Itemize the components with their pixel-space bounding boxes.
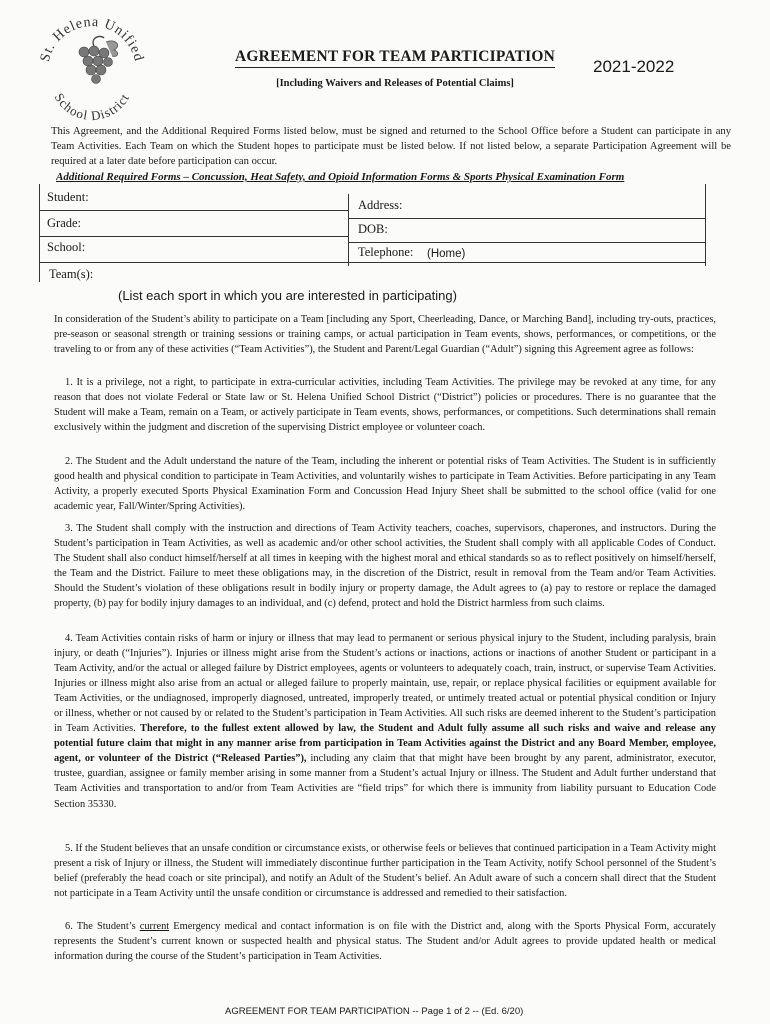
- clause-6-text: Emergency medical and contact information is on file with the District and, along with the Sports Physical Form, accurately represents the Student’s current known or suspected health and physical status. The Student and/or Adult agrees to provide updated health or medical information during the course of the Student’s participation in Team Activities.: [54, 921, 717, 963]
- clause-1: [54, 375, 716, 435]
- teams-instruction: (List each sport in which you are interested in participating): [118, 288, 457, 303]
- clause-6: [54, 919, 716, 964]
- district-seal-logo: [28, 8, 156, 128]
- consideration-paragraph: [54, 312, 716, 357]
- clause-5: [54, 841, 716, 901]
- telephone-field[interactable]: Telephone:: [358, 245, 414, 259]
- consideration-text: In consideration of the Student’s ability to participate on a Team [including any Sport, Cheerleading, Dance, or Marching Band], including try-outs, practices, pre-season or seasonal strength or training sessions or training camps, or actual participation in Team events, shows, performances, or competitions, or the traveling to or from any of these activities (“Team Activities”), the Student and Parent/Legal Guardian (“Adult”) signing this Agreement agree as follows:: [54, 314, 716, 356]
- clause-2: [54, 454, 716, 514]
- clause-3-text: 3. The Student shall comply with the instruction and directions of Team Activity teachers, coaches, supervisors, chaperones, and instructors. During the Student’s participation in Team Activities, as well as academic and/or other school activities, the Student shall comply with all applicable Codes of Conduct. The Student shall also conduct himself/herself at all times in keeping with the highest moral and ethical standards so as to reflect positively on himself/herself, the Team and the District. Failure to meet these obligations may, in the discretion of the District, result in removal from the Team and/or Team Activities. Should the Student’s violation of these obligations result in bodily injury or property damage, the Adult agrees to (a) pay to restore or replace the damaged property, (b) pay for bodily injury damages to an individual, and (c) defend, protect and hold the District harmless from such claims.: [54, 523, 716, 610]
- intro-paragraph: This Agreement, and the Additional Required Forms listed below, must be signed and returned to the School Office before a Student can participate in any Team Activities. Each Team on which the Student hopes to participate must be listed below. If not listed below, a separate Participation Agreement will be required at a later date before participation can occur.: [51, 126, 731, 167]
- student-info-form: [39, 184, 706, 284]
- dob-field[interactable]: DOB:: [358, 222, 388, 236]
- clause-4-risks-text: 4. Team Activities contain risks of harm or injury or illness that may lead to permanent or serious physical injury to the Student, including paralysis, brain injury, or death (“Injuries”). Injuries or illness might arise from the Student’s actions or inactions, actions or inactions of another Student or participant in a Team Activity, and/or the actual or alleged failure by District employees, agents or volunteers to adequately coach, train, instruct, or supervise Team Activities. Injuries or illness might also arise from an actual or alleged failure to properly maintain, use, repair, or replace physical facilities or equipment available for Team Activities, or the undiagnosed, improperly diagnosed, untreated, improperly treated, or untimely treated actual or potential physical condition or Injury or illness, whether or not caused by or related to the Student’s participation in Team Activities. All such risks are deemed inherent to the Student’s participation in Team Activities.: [54, 633, 716, 735]
- title-block: [215, 48, 575, 89]
- home-phone-label: (Home): [427, 248, 466, 260]
- clause-2-text: 2. The Student and the Adult understand the nature of the Team, including the inherent or potential risks of Team Activities. The Student is in sufficiently good health and physical condition to participate in Team Activities, and voluntarily wishes to participate in Team Activities. Before participating in any Team Activity, a properly executed Sports Physical Examination Form and Concussion Head Injury Sheet shall be submitted to the school office (valid for one academic year, Fall/Winter/Spring Activities).: [54, 456, 716, 513]
- address-field[interactable]: Address:: [358, 198, 403, 212]
- svg-text:School District: School District: [51, 90, 133, 124]
- clause-3: [54, 521, 716, 611]
- school-year: 2021-2022: [593, 57, 675, 76]
- clause-4-waiver-text: Therefore, to the fullest extent allowed by law, the Student and Adult fully assume all such risks and waive and release any potential future claim that might in any manner arise from participation in Team Activities against the District and any Board Member, employee, agent, or volunteer of the District (“Released Parties”),: [54, 723, 716, 765]
- page-title: AGREEMENT FOR TEAM PARTICIPATION: [235, 48, 555, 68]
- page-footer: AGREEMENT FOR TEAM PARTICIPATION -- Page 1 of 2 -- (Ed. 6/20): [225, 1006, 524, 1017]
- svg-text:St. Helena Unified: St. Helena Unified: [37, 14, 147, 64]
- clause-6-current: current: [139, 921, 170, 932]
- clause-6-lead: 6. The Student’s: [65, 921, 136, 932]
- school-field[interactable]: School:: [47, 240, 86, 254]
- clause-5-text: 5. If the Student believes that an unsafe condition or circumstance exists, or otherwise feels or believes that continued participation in a Team Activity might present a risk of Injury or illness, the Student will immediately discontinue further participation in the Team Activity, notify School personnel of the Student’s belief (preferably the head coach or site principal), and notify an Adult of the Student’s belief. An Adult aware of such a concern shall direct that the Student not participate in a Team Activity until the unsafe condition or circumstance is addressed and remedied to their satisfaction.: [54, 843, 716, 900]
- clause-4: [54, 631, 716, 812]
- required-forms-heading: Additional Required Forms – Concussion, Heat Safety, and Opioid Information Forms & Sports Physical Examination Form: [56, 171, 625, 183]
- teams-field[interactable]: Team(s):: [49, 267, 94, 281]
- page-subtitle: [Including Waivers and Releases of Potential Claims]: [276, 78, 514, 89]
- grade-field[interactable]: Grade:: [47, 216, 82, 230]
- clause-1-text: 1. It is a privilege, not a right, to participate in extra-curricular activities, including Team Activities. The privilege may be revoked at any time, for any reason that does not violate Federal or State law or St. Helena Unified School District (“District”) policies or procedures. There is no guarantee that the Student will make a Team, remain on a Team, or actively participate in Team events, shows, performances, or competitions. Such determinations shall remain exclusively within the judgment and discretion of the supervising District employee or volunteer coach.: [54, 377, 716, 434]
- clause-4-released-text: including any claim that that might have been brought by any parent, administrator, executor, trustee, guardian, assignee or family member arising in some manner from a Student’s actual Injury or illness. The Student and Adult further understand that Team Activities and transportation to and/or from Team Activities are “field trips” for which there is immunity from liability pursuant to Education Code Section 35330.: [54, 753, 716, 810]
- student-field[interactable]: Student:: [47, 190, 89, 204]
